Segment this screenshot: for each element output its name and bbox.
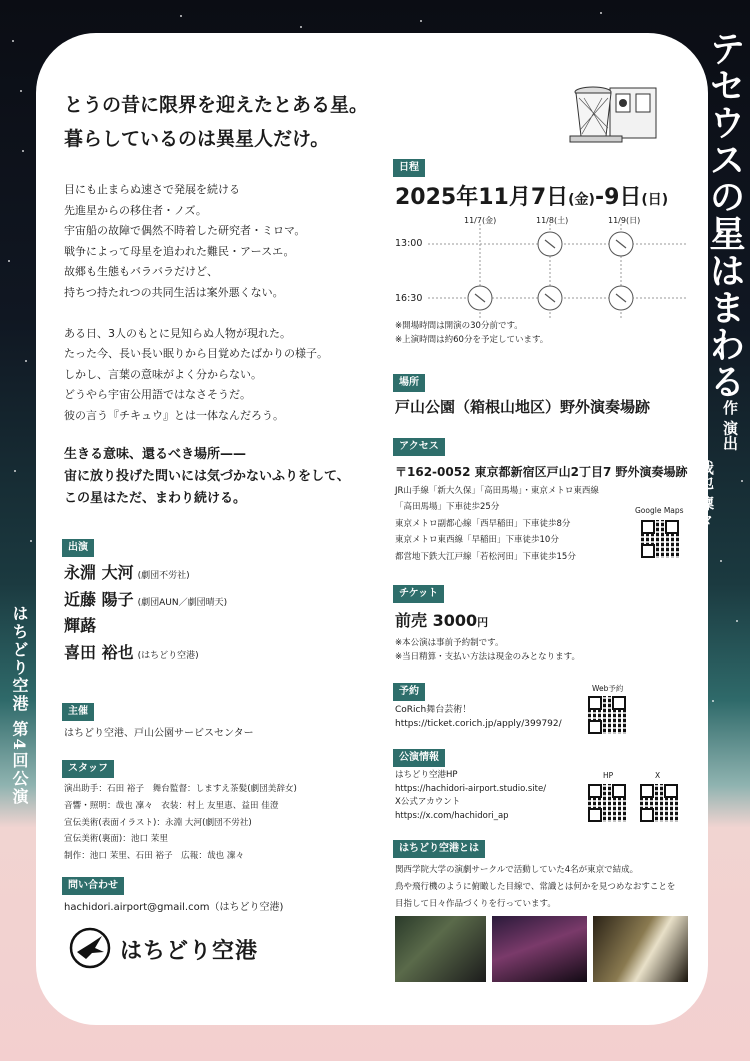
about-line: 鳥や飛行機のように俯瞰した目線で、常識とは何かを見つめなおすことを bbox=[395, 882, 676, 892]
about-label: はちどり空港とは bbox=[393, 840, 485, 858]
time-label: 13:00 bbox=[395, 238, 423, 249]
staff-label: スタッフ bbox=[62, 760, 114, 778]
contact-email[interactable]: hachidori.airport@gmail.com（はちどり空港) bbox=[64, 902, 284, 913]
map-qr-label: Google Maps bbox=[635, 506, 684, 515]
day-label: 11/7(金) bbox=[464, 216, 497, 225]
story-line: 宇宙船の故障で偶然不時着した研究者・ミロマ。 bbox=[64, 224, 306, 238]
catch-line: 暮らしているのは異星人だけ。 bbox=[64, 128, 330, 150]
schedule-date bbox=[395, 180, 668, 211]
weekday: (金) bbox=[568, 192, 595, 208]
story-line: 目にも止まらぬ速さで発展を続ける bbox=[64, 183, 240, 196]
troupe-logo bbox=[68, 926, 268, 970]
access-route: 東京メトロ副都心線「西早稲田」下車徒歩8分 bbox=[395, 518, 571, 529]
info-line: X公式アカウント bbox=[395, 797, 461, 808]
info-link[interactable]: https://x.com/hachidori_ap bbox=[395, 810, 509, 821]
closing-text bbox=[64, 444, 350, 510]
about-line: 目指して日々作品づくりを行っています。 bbox=[395, 899, 556, 909]
contact-label: 問い合わせ bbox=[62, 877, 124, 895]
access-route: 都営地下鉄大江戸線「若松河田」下車徒歩15分 bbox=[395, 551, 576, 562]
credit-role: 作 演出 bbox=[721, 400, 739, 451]
venue-label: 場所 bbox=[393, 374, 425, 392]
production-photo bbox=[593, 916, 688, 982]
reserve-qr[interactable] bbox=[588, 696, 626, 734]
price-value: 3000 bbox=[432, 611, 478, 630]
info-label: 公演情報 bbox=[393, 749, 445, 767]
access-address: 〒162-0052 東京都新宿区戸山2丁目7 野外演奏場跡 bbox=[395, 465, 688, 479]
day-label: 11/9(日) bbox=[608, 216, 641, 225]
access-routes bbox=[395, 483, 599, 565]
closing-line: 宙に放り投げた問いには気づかないふりをして、 bbox=[64, 469, 350, 484]
price-unit: 円 bbox=[477, 616, 489, 629]
about-line: 関西学院大学の演劇サークルで活動していた4名が東京で結成。 bbox=[395, 865, 639, 875]
info-link[interactable]: https://hachidori-airport.studio.site/ bbox=[395, 783, 547, 794]
cast-member bbox=[64, 613, 227, 640]
cast-member bbox=[64, 560, 227, 587]
info-line: はちどり空港HP bbox=[395, 770, 458, 780]
organizer-text: はちどり空港、戸山公園サービスセンター bbox=[64, 728, 254, 739]
cast-name: 輝蕗 bbox=[64, 616, 97, 635]
production-photo bbox=[492, 916, 587, 982]
hp-qr-label: HP bbox=[603, 771, 614, 780]
staff-list bbox=[64, 781, 297, 865]
date-end: -9日 bbox=[594, 185, 642, 210]
date-start: 2025年11月7日 bbox=[395, 185, 569, 210]
catch-line: とうの昔に限界を迎えたとある星。 bbox=[64, 94, 369, 116]
reserve-info bbox=[395, 703, 562, 731]
schedule-label: 日程 bbox=[393, 159, 425, 177]
staff-line: 制作：池口 茉里、石田 裕子 広報：哉也 凜々 bbox=[64, 851, 245, 862]
schedule-note: ※開場時間は開演の30分前です。 bbox=[395, 321, 523, 331]
staff-line: 演出助手：石田 裕子 舞台監督：しますえ茶髪(劇団美辞女) bbox=[64, 784, 297, 794]
reserve-qr-label: Web予約 bbox=[592, 684, 624, 693]
access-route: 「高田馬場」下車徒歩25分 bbox=[395, 502, 500, 513]
catch-copy bbox=[64, 88, 368, 156]
ticket-note: ※本公演は事前予約制です。 bbox=[395, 638, 504, 648]
story-line: ある日、3人のもとに見知らぬ人物が現れた。 bbox=[64, 326, 291, 340]
story-line: 彼の言う『チキュウ』とは一体なんだろう。 bbox=[64, 408, 284, 422]
cast-member bbox=[64, 640, 227, 667]
reserve-label: 予約 bbox=[393, 683, 425, 701]
time-label: 16:30 bbox=[395, 293, 423, 304]
x-qr[interactable] bbox=[640, 784, 678, 822]
trash-can-illustration bbox=[566, 78, 662, 150]
hummingbird-logo-icon bbox=[68, 926, 112, 970]
about-text bbox=[395, 862, 675, 913]
closing-line: 生きる意味、還るべき場所—— bbox=[64, 447, 247, 462]
story-line: どうやら宇宙公用語ではなさそうだ。 bbox=[64, 388, 251, 402]
cast-member bbox=[64, 587, 227, 614]
venue-name: 戸山公園（箱根山地区）野外演奏場跡 bbox=[395, 398, 651, 416]
cast-name: 近藤 陽子 bbox=[64, 589, 134, 609]
story-line: たった今、長い長い眠りから目覚めたばかりの様子。 bbox=[64, 347, 328, 361]
x-qr-label: X bbox=[655, 771, 661, 780]
ticket-price bbox=[395, 608, 488, 631]
access-label: アクセス bbox=[393, 438, 445, 456]
cast-name: 喜田 裕也 bbox=[64, 642, 134, 662]
cast-affiliation: (劇団AUN／劇団晴天) bbox=[137, 597, 228, 608]
cast-affiliation: (はちどり空港) bbox=[137, 650, 199, 661]
production-photo bbox=[395, 916, 486, 982]
access-route: JR山手線「新大久保」「高田馬場」・東京メトロ東西線 bbox=[395, 486, 599, 496]
schedule-notes bbox=[395, 319, 548, 347]
reserve-link[interactable]: https://ticket.corich.jp/apply/399792/ bbox=[395, 719, 562, 729]
story-line: しかし、言葉の意味がよく分からない。 bbox=[64, 367, 262, 381]
closing-line: この星はただ、まわり続ける。 bbox=[64, 491, 247, 506]
day-label: 11/8(土) bbox=[536, 216, 569, 225]
ticket-label: チケット bbox=[393, 585, 444, 603]
schedule-note: ※上演時間は約60分を予定しています。 bbox=[395, 335, 549, 345]
reserve-site: CoRich舞台芸術！ bbox=[395, 705, 472, 715]
vertical-title: テセウスの星はまわる bbox=[704, 30, 745, 400]
cast-name: 永淵 大河 bbox=[64, 563, 134, 582]
ticket-notes bbox=[395, 636, 580, 664]
troupe-vertical: はちどり空港 第4回公演 bbox=[10, 605, 29, 806]
story-line: 持ちつ持たれつの共同生活は案外悪くない。 bbox=[64, 285, 284, 299]
cast-affiliation: (劇団不労社) bbox=[137, 571, 190, 581]
logo-text: はちどり空港 bbox=[120, 938, 259, 964]
access-route: 東京メトロ東西線「早稲田」下車徒歩10分 bbox=[395, 535, 559, 546]
story-line: 先進星からの移住者・ノズ。 bbox=[64, 203, 207, 217]
staff-line: 音響・照明：哉也 凜々 衣装：村上 友里恵、益田 佳澄 bbox=[64, 800, 279, 811]
staff-line: 宣伝美術(裏面)：池口 茉里 bbox=[64, 834, 168, 845]
organizer-label: 主催 bbox=[62, 703, 94, 721]
google-maps-qr[interactable] bbox=[641, 520, 679, 558]
schedule-diagram bbox=[428, 224, 688, 320]
hp-qr[interactable] bbox=[588, 784, 626, 822]
cast-label: 出演 bbox=[62, 539, 94, 557]
weekday: (日) bbox=[641, 192, 669, 208]
ticket-note: ※当日精算・支払い方法は現金のみとなります。 bbox=[395, 652, 580, 662]
story-line: 故郷も生態もバラバラだけど、 bbox=[64, 265, 218, 279]
info-links bbox=[395, 769, 546, 823]
cast-list bbox=[64, 560, 227, 666]
credit-name: 哉也 凜々 bbox=[697, 460, 715, 526]
price-label: 前売 bbox=[395, 611, 428, 630]
staff-line: 宣伝美術(表面イラスト)：永淵 大河(劇団不労社) bbox=[64, 817, 252, 828]
story-line: 戦争によって母星を追われた難民・アースエ。 bbox=[64, 244, 295, 258]
story-text bbox=[64, 180, 328, 447]
